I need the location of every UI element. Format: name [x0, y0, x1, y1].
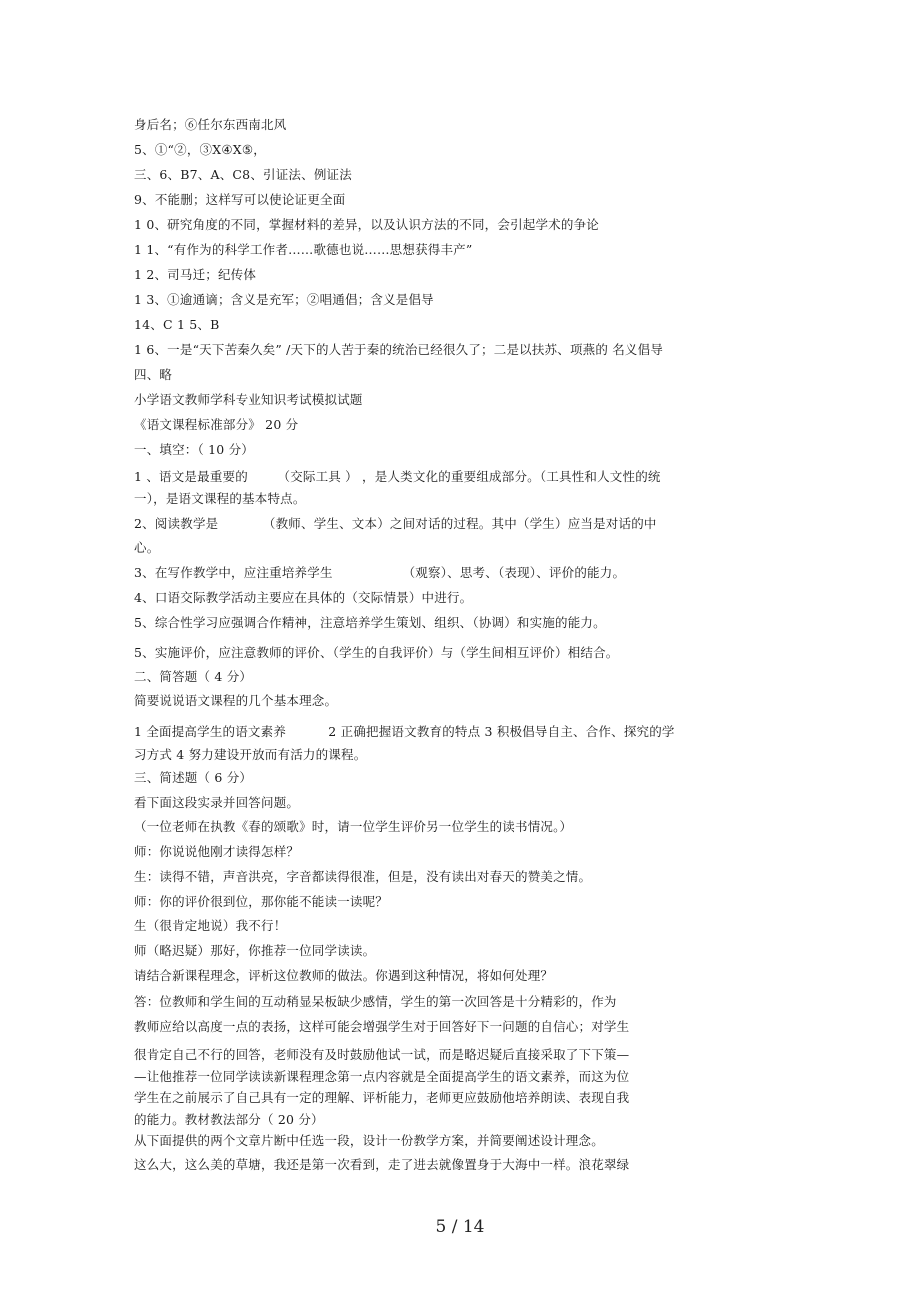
text-line: 1 6、一是“天下苦秦久矣” /天下的人苦于秦的统治已经很久了；二是以扶苏、项燕的 名义倡导	[134, 342, 664, 357]
text-line: 5、①“②，③X④X⑤，	[134, 142, 266, 157]
text-line: —让他推荐一位同学读读新课程理念第一点内容就是全面提高学生的语文素养，而这为位	[134, 1069, 630, 1084]
text-line: 这么大，这么美的草塘，我还是第一次看到，走了进去就像置身于大海中一样。浪花翠绿	[134, 1157, 630, 1172]
text-line: 5、实施评价，应注意教师的评价、（学生的自我评价）与（学生间相互评价）相结合。	[134, 645, 619, 660]
text-line: 很肯定自己不行的回答，老师没有及时鼓励他试一试，而是略迟疑后直接采取了下下策—	[134, 1047, 630, 1062]
text-line: 教师应给以高度一点的表扬，这样可能会增强学生对于回答好下一问题的自信心；对学生	[134, 1019, 630, 1034]
text-line: 1 1、“有作为的科学工作者……歌德也说……思想获得丰产”	[134, 242, 473, 257]
text-line: 9、不能删；这样写可以使论证更全面	[134, 192, 346, 207]
text-line: 小学语文教师学科专业知识考试模拟试题	[134, 392, 363, 407]
text-line: 4、口语交际教学活动主要应在具体的（交际情景）中进行。	[134, 590, 473, 605]
text-line: 3、在写作教学中，应注重培养学生 （观察）、思考、（表现）、评价的能力。	[134, 565, 626, 580]
text-line: 师：你说说他刚才读得怎样？	[134, 844, 300, 859]
text-line: 1 、语文是最重要的 （交际工具 ） ，是人类文化的重要组成部分。（工具性和人文性的统	[134, 469, 661, 484]
text-line: 习方式 4 努力建设开放而有活力的课程。	[134, 747, 367, 762]
text-line: 师：你的评价很到位，那你能不能读一读呢？	[134, 894, 389, 909]
text-line: 三、简述题（ 6 分）	[134, 770, 253, 785]
text-line: 学生在之前展示了自己具有一定的理解、评析能力，老师更应鼓励他培养朗读、表现自我	[134, 1090, 630, 1105]
text-line: 生（很肯定地说）我不行！	[134, 918, 287, 933]
text-line: 一、填空：（ 10 分）	[134, 442, 255, 457]
text-line: 1 全面提高学生的语文素养 2 正确把握语文教育的特点 3 积极倡导自主、合作、探究的学	[134, 724, 675, 739]
text-line: 的能力。教材教法部分（ 20 分）	[134, 1112, 324, 1127]
text-line: 请结合新课程理念，评析这位教师的做法。你遇到这种情况，将如何处理？	[134, 968, 554, 983]
text-line: 1 3、①逾通谪；含义是充军；②唱通倡；含义是倡导	[134, 292, 434, 307]
text-line: 身后名；⑥任尔东西南北风	[134, 117, 287, 132]
text-line: 2、阅读教学是 （教师、学生、文本）之间对话的过程。其中（学生）应当是对话的中	[134, 516, 657, 531]
text-line: 1 0、研究角度的不同，掌握材料的差异，以及认识方法的不同，会引起学术的争论	[134, 217, 599, 232]
text-line: 师（略迟疑）那好，你推荐一位同学读读。	[134, 943, 376, 958]
text-line: 1 2、司马迁；纪传体	[134, 267, 257, 282]
text-line: 心。	[134, 540, 160, 555]
text-line: 四、略	[134, 367, 173, 382]
text-line: （一位老师在执教《春的颂歌》时，请一位学生评价另一位学生的读书情况。）	[134, 819, 573, 834]
text-line: 三、6、B7、A、C8、引证法、例证法	[134, 167, 352, 182]
text-line: 5、综合性学习应强调合作精神，注意培养学生策划、组织、（协调）和实施的能力。	[134, 615, 606, 630]
text-line: 《语文课程标准部分》 20 分	[134, 417, 299, 432]
text-line: 14、C 1 5、B	[134, 317, 220, 332]
text-line: 简要说说语文课程的几个基本理念。	[134, 693, 338, 708]
text-line: 从下面提供的两个文章片断中任选一段，设计一份教学方案，并简要阐述设计理念。	[134, 1133, 604, 1148]
text-line: 生：读得不错，声音洪亮，字音都读得很准，但是，没有读出对春天的赞美之情。	[134, 869, 592, 884]
text-line: 一），是语文课程的基本特点。	[134, 491, 306, 506]
text-line: 二、简答题（ 4 分）	[134, 669, 253, 684]
page-number: 5 / 14	[435, 1217, 485, 1237]
text-line: 答：位教师和学生间的互动稍显呆板缺少感情，学生的第一次回答是十分精彩的，作为	[134, 994, 617, 1009]
text-line: 看下面这段实录并回答问题。	[134, 795, 300, 810]
